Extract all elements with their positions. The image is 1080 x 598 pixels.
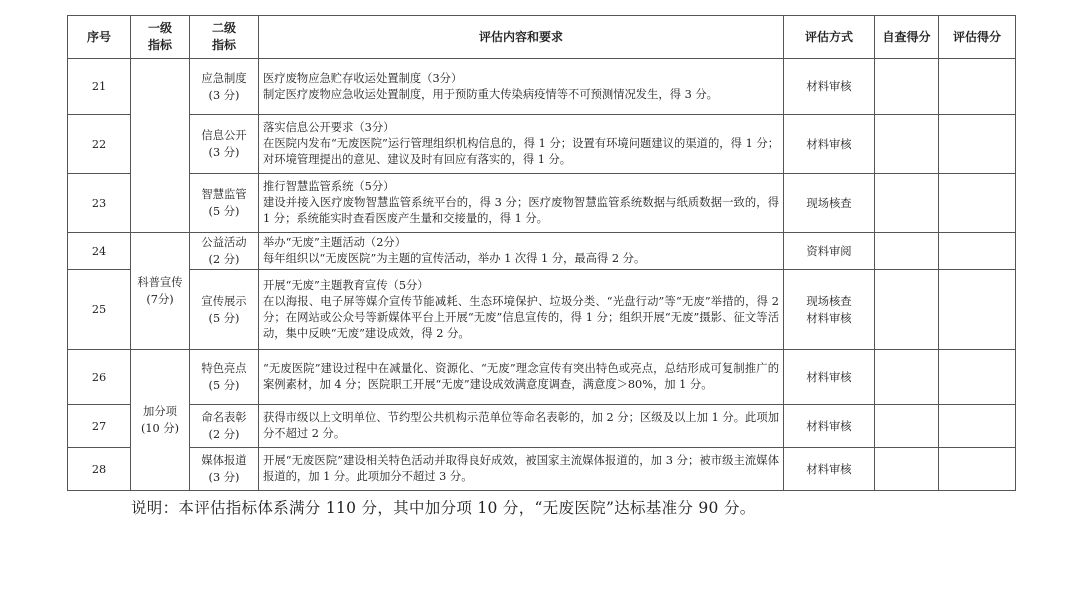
- row-number: 23: [68, 174, 131, 233]
- eval-score-cell: [939, 233, 1016, 270]
- method-cell: 材料审核: [784, 405, 875, 448]
- level2-indicator: 智慧监管 (5 分): [190, 174, 259, 233]
- table-row: [68, 270, 1016, 350]
- table-row: [68, 59, 1016, 115]
- header-content: 评估内容和要求: [259, 16, 784, 59]
- content-cell: 开展“无废”主题教育宣传（5分） 在以海报、电子屏等媒介宣传节能减耗、生态环境保护、垃圾分类、“光盘行动”等“无废”举措的，得 2 分；在网站或公众号等新媒体平台上开展“无废”信息宣传的，得 1 分；组织开展“无废”摄影、征文等活动，集中反映“无废”建设成效，得 2 分。: [259, 270, 784, 350]
- header-row: [68, 16, 1016, 59]
- content-cell: 推行智慧监管系统（5分） 建设并接入医疗废物智慧监管系统平台的，得 3 分；医疗废物智慧监管系统数据与纸质数据一致的，得 1 分；系统能实时查看医废产生量和交接量的，得 1 分。: [259, 174, 784, 233]
- method-cell: 材料审核: [784, 59, 875, 115]
- level1-indicator-bonus: 加分项 (10 分): [131, 350, 190, 491]
- eval-score-cell: [939, 350, 1016, 405]
- content-cell: 获得市级以上文明单位、节约型公共机构示范单位等命名表彰的，加 2 分；区级及以上加 1 分。此项加分不超过 2 分。: [259, 405, 784, 448]
- method-cell: 材料审核: [784, 448, 875, 491]
- method-cell: 材料审核: [784, 350, 875, 405]
- level2-indicator: 应急制度 (3 分): [190, 59, 259, 115]
- level2-indicator: 公益活动 (2 分): [190, 233, 259, 270]
- level2-indicator: 媒体报道 (3 分): [190, 448, 259, 491]
- row-number: 26: [68, 350, 131, 405]
- header-eval-score: 评估得分: [939, 16, 1016, 59]
- row-number: 24: [68, 233, 131, 270]
- level2-indicator: 宣传展示 (5 分): [190, 270, 259, 350]
- header-level2: 二级 指标: [190, 16, 259, 59]
- footnote: 说明：本评估指标体系满分 110 分，其中加分项 10 分，“无废医院”达标基准分 90 分。: [131, 499, 756, 517]
- table-row: [68, 405, 1016, 448]
- self-score-cell: [875, 405, 939, 448]
- header-seq: 序号: [68, 16, 131, 59]
- row-number: 27: [68, 405, 131, 448]
- eval-score-cell: [939, 115, 1016, 174]
- level2-indicator: 信息公开 (3 分): [190, 115, 259, 174]
- table-row: [68, 448, 1016, 491]
- table-row: [68, 233, 1016, 270]
- self-score-cell: [875, 270, 939, 350]
- row-number: 25: [68, 270, 131, 350]
- content-cell: 开展“无废医院”建设相关特色活动并取得良好成效，被国家主流媒体报道的，加 3 分；被市级主流媒体报道的，加 1 分。此项加分不超过 3 分。: [259, 448, 784, 491]
- header-level1: 一级 指标: [131, 16, 190, 59]
- level2-indicator: 特色亮点 (5 分): [190, 350, 259, 405]
- eval-score-cell: [939, 270, 1016, 350]
- header-method: 评估方式: [784, 16, 875, 59]
- evaluation-table: [67, 15, 1016, 491]
- method-cell: 材料审核: [784, 115, 875, 174]
- level1-indicator-kepu: 科普宣传 (7分): [131, 233, 190, 350]
- level2-indicator: 命名表彰 (2 分): [190, 405, 259, 448]
- content-cell: 医疗废物应急贮存收运处置制度（3分） 制定医疗废物应急收运处置制度，用于预防重大传染病疫情等不可预测情况发生，得 3 分。: [259, 59, 784, 115]
- eval-score-cell: [939, 59, 1016, 115]
- eval-score-cell: [939, 405, 1016, 448]
- method-cell: 现场核查: [784, 174, 875, 233]
- table-row: [68, 174, 1016, 233]
- content-cell: 举办“无废”主题活动（2分） 每年组织以“无废医院”为主题的宣传活动，举办 1 次得 1 分，最高得 2 分。: [259, 233, 784, 270]
- self-score-cell: [875, 115, 939, 174]
- method-cell: 资料审阅: [784, 233, 875, 270]
- content-cell: 落实信息公开要求（3分） 在医院内发布“无废医院”运行管理组织机构信息的，得 1 分；设置有环境问题建议的渠道的，得 1 分；对环境管理提出的意见、建议及时有回应有落实的，得 1 分。: [259, 115, 784, 174]
- self-score-cell: [875, 174, 939, 233]
- self-score-cell: [875, 350, 939, 405]
- header-self-score: 自查得分: [875, 16, 939, 59]
- level1-empty-cell: [131, 59, 190, 233]
- row-number: 21: [68, 59, 131, 115]
- table-row: [68, 350, 1016, 405]
- eval-score-cell: [939, 174, 1016, 233]
- eval-score-cell: [939, 448, 1016, 491]
- row-number: 22: [68, 115, 131, 174]
- self-score-cell: [875, 59, 939, 115]
- self-score-cell: [875, 233, 939, 270]
- row-number: 28: [68, 448, 131, 491]
- table-row: [68, 115, 1016, 174]
- self-score-cell: [875, 448, 939, 491]
- content-cell: “无废医院”建设过程中在减量化、资源化、“无废”理念宣传有突出特色或亮点，总结形成可复制推广的案例素材，加 4 分；医院职工开展“无废”建设成效满意度调查，满意度＞80%，加 1 分。: [259, 350, 784, 405]
- method-cell: 现场核查 材料审核: [784, 270, 875, 350]
